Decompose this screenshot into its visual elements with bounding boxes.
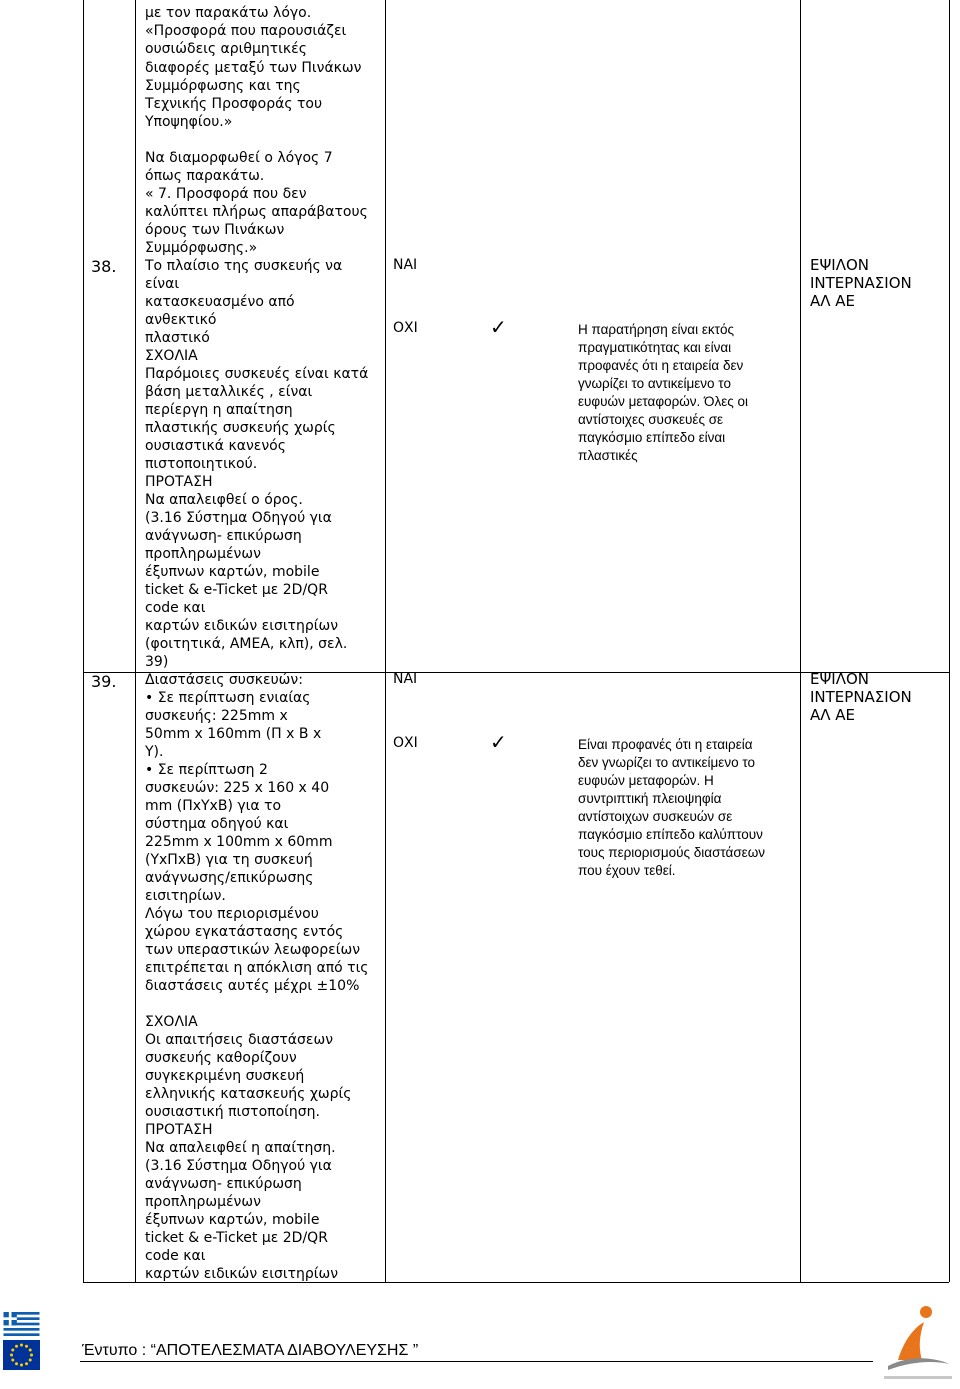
- desc-line: Υ).: [145, 744, 164, 760]
- desc-line: προπληρωμένων: [145, 1194, 261, 1210]
- desc-line: ΣΧΟΛΙΑ: [145, 348, 198, 364]
- row-38-yes-label: ΝΑΙ: [393, 257, 418, 273]
- response-line: παγκόσμιο επίπεδο καλύπτουν: [578, 827, 763, 842]
- desc-line: σύστημα οδηγού και: [145, 816, 289, 832]
- org-line: ΕΨΙΛΟΝ: [810, 670, 869, 688]
- col-divider-response: [800, 0, 801, 1282]
- desc-line: καρτών ειδικών εισιτηρίων: [145, 618, 339, 634]
- desc-line: εισιτηρίων.: [145, 888, 226, 904]
- desc-line: ticket & e-Ticket με 2D/QR: [145, 582, 328, 598]
- col-divider-desc: [135, 0, 136, 1282]
- desc-line: συσκευής: 225mm x: [145, 708, 288, 724]
- desc-line: έξυπνων καρτών, mobile: [145, 1212, 320, 1228]
- desc-line: πιστοποιητικού.: [145, 456, 258, 472]
- desc-line: προπληρωμένων: [145, 546, 261, 562]
- desc-line: mm (ΠxΥxΒ) για το: [145, 798, 282, 814]
- eu-flag-icon: [3, 1340, 40, 1370]
- desc-line: όπως παρακάτω.: [145, 168, 265, 184]
- desc-line: code και: [145, 600, 206, 616]
- desc-line: πλαστικής συσκευής χωρίς: [145, 420, 336, 436]
- desc-line: Να απαλειφθεί η απαίτηση.: [145, 1140, 336, 1156]
- digital-greece-logo-icon: [880, 1300, 955, 1385]
- response-line: πλαστικές: [578, 448, 638, 463]
- desc-line: 39): [145, 654, 169, 670]
- response-line: παγκόσμιο επίπεδο είναι: [578, 430, 726, 445]
- desc-line: διαφορές μεταξύ των Πινάκων: [145, 60, 362, 76]
- response-line: ευφυών μεταφορών. Όλες οι: [578, 394, 749, 409]
- col-divider-answer: [385, 0, 386, 1282]
- desc-line: των υπεραστικών λεωφορείων: [145, 942, 361, 958]
- desc-line: ανάγνωση- επικύρωση: [145, 528, 302, 544]
- desc-bullet-line: • Σε περίπτωση ενιαίας: [145, 690, 311, 706]
- desc-line: (φοιτητικά, ΑΜΕΑ, κλπ), σελ.: [145, 636, 348, 652]
- desc-line: ticket & e-Ticket με 2D/QR: [145, 1230, 328, 1246]
- desc-line: έξυπνων καρτών, mobile: [145, 564, 320, 580]
- desc-line: κατασκευασμένο από: [145, 294, 295, 310]
- desc-line: ανθεκτικό: [145, 312, 217, 328]
- desc-line: επιτρέπεται η απόκλιση από τις: [145, 960, 369, 976]
- desc-line: (3.16 Σύστημα Οδηγού για: [145, 510, 332, 526]
- response-line: πραγματικότητας και είναι: [578, 340, 732, 355]
- org-line: ΑΛ ΑΕ: [810, 706, 856, 724]
- desc-line: συγκεκριμένη συσκευή: [145, 1068, 305, 1084]
- response-line: δεν γνωρίζει το αντικείμενο το: [578, 755, 755, 770]
- desc-line: συσκευής καθορίζουν: [145, 1050, 297, 1066]
- desc-line: ΣΧΟΛΙΑ: [145, 1014, 198, 1030]
- desc-line: χώρου εγκατάστασης εντός: [145, 924, 344, 940]
- desc-line: πλαστικό: [145, 330, 210, 346]
- desc-bullet-line: • Σε περίπτωση 2: [145, 762, 268, 778]
- response-line: Η παρατήρηση είναι εκτός: [578, 322, 734, 337]
- response-line: αντίστοιχων συσκευών σε: [578, 809, 733, 824]
- desc-line: 50mm x 160mm (Π x Β x: [145, 726, 322, 742]
- desc-line: συσκευών: 225 x 160 x 40: [145, 780, 330, 796]
- desc-line: ελληνικής κατασκευής χωρίς: [145, 1086, 352, 1102]
- desc-line: (3.16 Σύστημα Οδηγού για: [145, 1158, 332, 1174]
- desc-line: περίεργη η απαίτηση: [145, 402, 293, 418]
- row-38-check-icon: ✓: [490, 315, 507, 339]
- desc-line: με τον παρακάτω λόγο.: [145, 5, 312, 21]
- desc-line: καρτών ειδικών εισιτηρίων: [145, 1266, 339, 1282]
- response-line: ευφυών μεταφορών. Η: [578, 773, 714, 788]
- table-left-border: [83, 0, 84, 1282]
- row-number-39: 39.: [91, 672, 117, 691]
- org-line: ΙΝΤΕΡΝΑΣΙΟΝ: [810, 274, 912, 292]
- desc-line: Συμμόρφωσης και της: [145, 78, 301, 94]
- response-line: αντίστοιχες συσκευές σε: [578, 412, 724, 427]
- desc-line: Τεχνικής Προσφοράς του: [145, 96, 323, 112]
- row-39-yes-label: ΝΑΙ: [393, 671, 418, 687]
- desc-line: «Προσφορά που παρουσιάζει: [145, 23, 347, 39]
- desc-line: ουσιαστικά κανενός: [145, 438, 286, 454]
- desc-line: (ΥxΠxΒ) για τη συσκευή: [145, 852, 313, 868]
- desc-line: ανάγνωση- επικύρωση: [145, 1176, 302, 1192]
- response-line: που έχουν τεθεί.: [578, 863, 676, 878]
- greek-flag-icon: [3, 1312, 40, 1336]
- desc-line: ουσιαστική πιστοποίηση.: [145, 1104, 320, 1120]
- footer-form-label: Έντυπο : “ΑΠΟΤΕΛΕΣΜΑΤΑ ΔΙΑΒΟΥΛΕΥΣΗΣ ”: [82, 1342, 419, 1359]
- desc-line: Να διαμορφωθεί ο λόγος 7: [145, 150, 333, 166]
- desc-line: Υποψηφίου.»: [145, 114, 233, 130]
- org-line: ΕΨΙΛΟΝ: [810, 256, 869, 274]
- desc-line: καλύπτει πλήρως απαράβατους: [145, 204, 368, 220]
- row-39-no-label: ΟΧΙ: [393, 735, 418, 751]
- footer-rule: [80, 1361, 873, 1362]
- desc-line: Διαστάσεις συσκευών:: [145, 672, 303, 688]
- desc-line: ουσιώδεις αριθμητικές: [145, 41, 307, 57]
- org-line: ΑΛ ΑΕ: [810, 292, 856, 310]
- desc-line: Οι απαιτήσεις διαστάσεων: [145, 1032, 334, 1048]
- desc-line: Παρόμοιες συσκευές είναι κατά: [145, 366, 369, 382]
- desc-line: διαστάσεις αυτές μέχρι ±10%: [145, 978, 360, 994]
- desc-line: όρους των Πινάκων: [145, 222, 285, 238]
- desc-line: είναι: [145, 276, 180, 292]
- desc-line: ΠΡΟΤΑΣΗ: [145, 1122, 213, 1138]
- org-line: ΙΝΤΕΡΝΑΣΙΟΝ: [810, 688, 912, 706]
- desc-line: Λόγω του περιορισμένου: [145, 906, 319, 922]
- desc-line: Να απαλειφθεί ο όρος.: [145, 492, 303, 508]
- desc-line: Συμμόρφωσης.»: [145, 240, 258, 256]
- desc-line: 225mm x 100mm x 60mm: [145, 834, 333, 850]
- response-line: Είναι προφανές ότι η εταιρεία: [578, 737, 753, 752]
- desc-line: βάση μεταλλικές , είναι: [145, 384, 313, 400]
- row-39-check-icon: ✓: [490, 730, 507, 754]
- response-line: τους περιορισμούς διαστάσεων: [578, 845, 765, 860]
- table-right-border: [949, 0, 950, 1282]
- desc-line: « 7. Προσφορά που δεν: [145, 186, 307, 202]
- row-number-38: 38.: [91, 257, 117, 276]
- desc-line: ανάγνωσης/επικύρωσης: [145, 870, 314, 886]
- desc-line: ΠΡΟΤΑΣΗ: [145, 474, 213, 490]
- row-38-no-label: ΟΧΙ: [393, 320, 418, 336]
- response-line: συντριπτική πλειοψηφία: [578, 791, 722, 806]
- response-line: προφανές ότι η εταιρεία δεν: [578, 358, 744, 373]
- desc-line: Το πλαίσιο της συσκευής να: [145, 258, 343, 274]
- desc-line: code και: [145, 1248, 206, 1264]
- response-line: γνωρίζει το αντικείμενο το: [578, 376, 731, 391]
